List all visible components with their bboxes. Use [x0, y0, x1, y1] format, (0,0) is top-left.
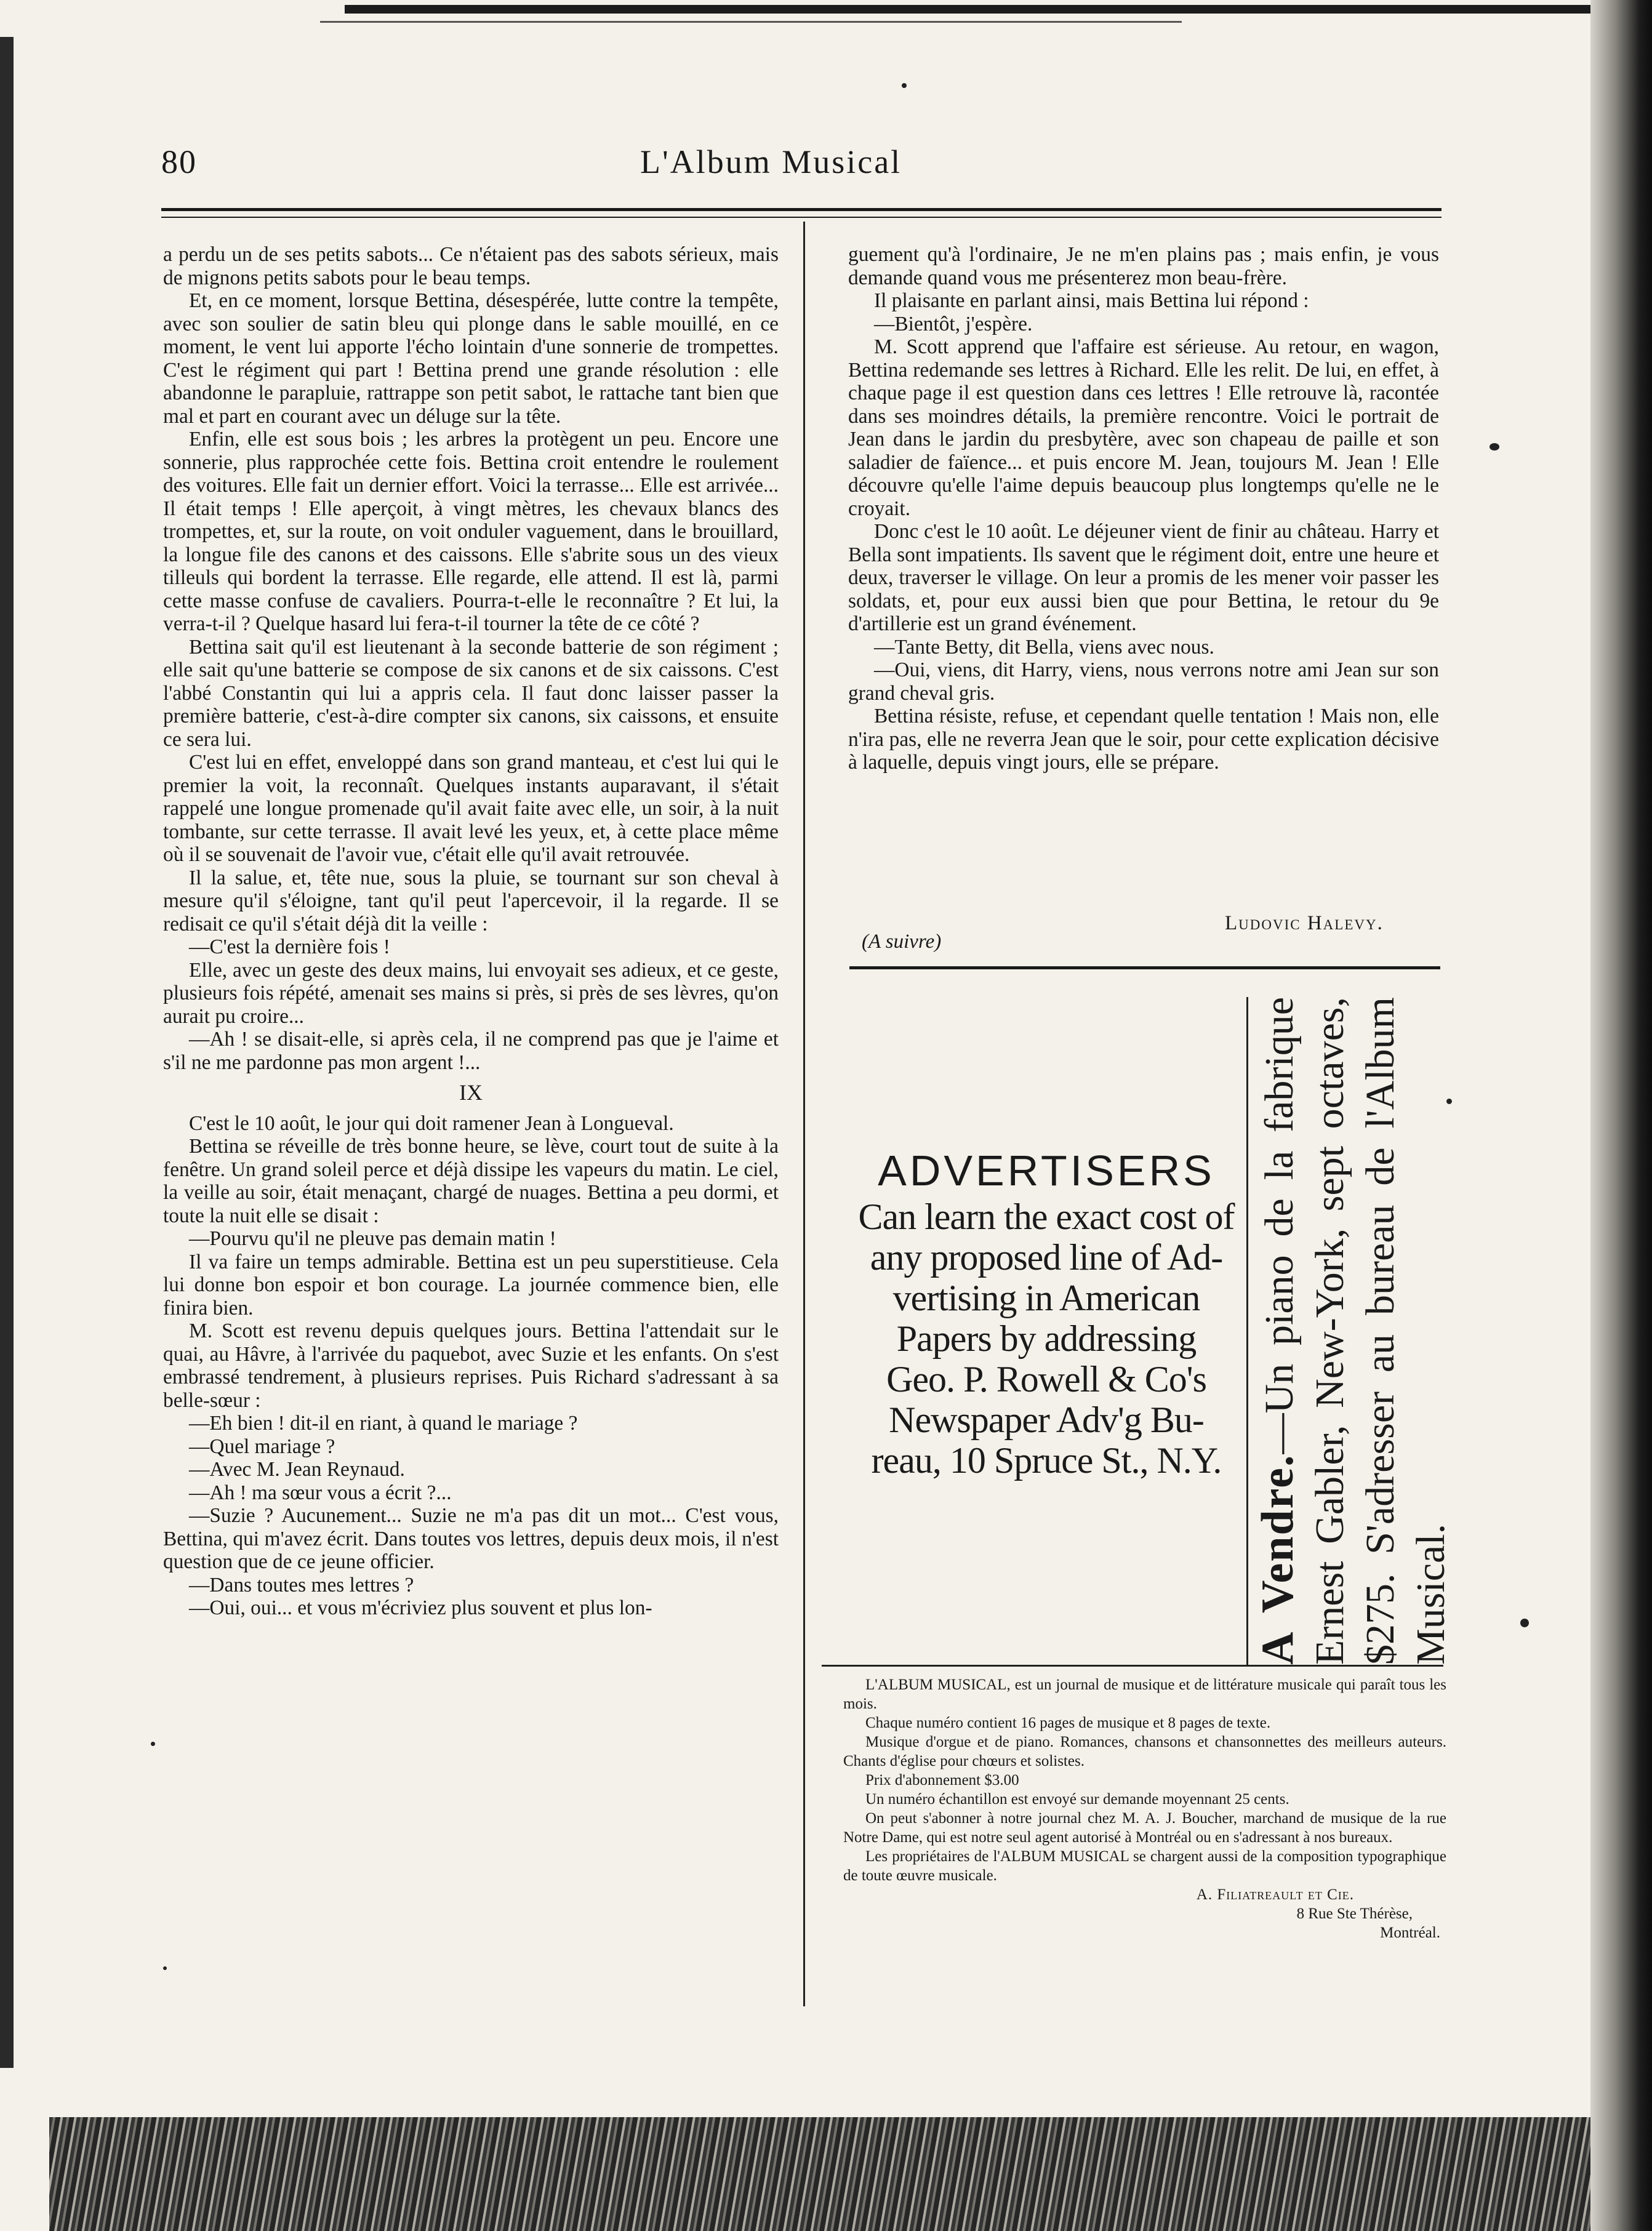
publisher-name: A. Filiatreault et Cie. — [1196, 1886, 1354, 1903]
scan-border-bottom — [49, 2117, 1590, 2231]
scan-border-right — [1590, 0, 1652, 2231]
sale-notice-text — [1253, 997, 1456, 1665]
paragraph: C'est le 10 août, le jour qui doit ramener Jean à Longueval. — [189, 1111, 674, 1135]
page-number: 80 — [161, 143, 197, 180]
paragraph: Et, en ce moment, lorsque Bettina, désespérée, lutte contre la tempête, avec son soulier de satin bleu qui plonge dans le sable mouillé, en ce moment, le vent lui apporte l'écho lointain d'une sonnerie de trompettes. C'est le régiment qui part ! Bettina prend une grande résolution : elle abandonne le parapluie, rattrappe son petit sabot, le rattache tant bien que mal et part en courant avec un déluge sur la tête. — [163, 289, 779, 428]
ad-line: any proposed line of Ad- — [870, 1237, 1223, 1278]
ad-line: Geo. P. Rowell & Co's — [886, 1359, 1206, 1400]
publisher-city: Montréal. — [1380, 1925, 1440, 1941]
publisher-line: Les propriétaires de l'ALBUM MUSICAL se chargent aussi de la composition typographique de toute œuvre musicale. — [843, 1848, 1446, 1884]
ad-line: Papers by addressing — [896, 1318, 1197, 1359]
publisher-line: Un numéro échantillon est envoyé sur demande moyennant 25 cents. — [865, 1791, 1289, 1808]
ink-speck — [163, 1966, 167, 1970]
ink-speck — [151, 1742, 155, 1746]
paragraph: —Quel mariage ? — [189, 1435, 335, 1458]
paragraph: Il plaisante en parlant ainsi, mais Bettina lui répond : — [874, 289, 1309, 312]
header-rule-thin — [161, 217, 1441, 218]
paragraph: M. Scott apprend que l'affaire est sérieuse. Au retour, en wagon, Bettina redemande ses lettres à Richard. Elle les relit. De lui, en effet, à chaque page il est question dans ces lettres ! Elle retrouve là, racontée dans ses moindres détails, la première rencontre. Voici le portrait de Jean dans le jardin du presbytère, avec son chapeau de paille et son saladier de faïence... et puis encore M. Jean, toujours M. Jean ! Elle découvre qu'elle l'aime depuis beaucoup plus longtemps qu'elle ne le croyait. — [848, 335, 1439, 520]
paragraph: —Avec M. Jean Reynaud. — [189, 1458, 405, 1481]
ad-divider — [1246, 997, 1248, 1665]
publisher-line: Chaque numéro contient 16 pages de musique et 8 pages de texte. — [865, 1715, 1271, 1731]
paragraph: —Ah ! se disait-elle, si après cela, il ne comprend pas que je l'aime et s'il ne me pardonne pas mon argent !... — [163, 1028, 779, 1074]
paragraph: —Eh bien ! dit-il en riant, à quand le mariage ? — [189, 1412, 578, 1435]
publisher-rule — [822, 1665, 1443, 1667]
header-rule — [161, 208, 1441, 211]
sale-notice-lead: A Vendre. — [1253, 1454, 1303, 1665]
publisher-line: Prix d'abonnement $3.00 — [865, 1772, 1019, 1788]
paragraph: —Bientôt, j'espère. — [874, 312, 1033, 335]
paragraph: —Suzie ? Aucunement... Suzie ne m'a pas dit un mot... C'est vous, Bettina, qui m'avez écrit. Dans toutes vos lettres, depuis deux mois, il n'est question que de ce jeune officier. — [163, 1504, 779, 1573]
section-rule — [849, 966, 1440, 969]
publisher-line: On peut s'abonner à notre journal chez M. A. J. Boucher, marchand de musique de la rue Notre Dame, qui est notre seul agent autorisé à Montréal ou en s'adressant à nos bureaux. — [843, 1810, 1446, 1846]
paragraph: —Tante Betty, dit Bella, viens avec nous. — [874, 635, 1214, 659]
advertisement — [849, 1145, 1243, 1489]
paragraph: Il va faire un temps admirable. Bettina est un peu superstitieuse. Cela lui donne bon espoir et bon courage. La journée commence bien, elle finira bien. — [163, 1250, 779, 1320]
scan-border-top — [345, 5, 1652, 14]
paragraph: M. Scott est revenu depuis quelques jours. Bettina l'attendait sur le quai, au Hâvre, à l'arrivée du paquebot, avec Suzie et les enfants. On s'est embrassé tendrement, à plusieurs reprises. Puis Richard s'adressant à sa belle-sœur : — [163, 1320, 779, 1412]
ink-speck — [1446, 1099, 1452, 1104]
paragraph: Bettina résiste, refuse, et cependant quelle tentation ! Mais non, elle n'ira pas, elle ne reverra Jean que le soir, pour cette explication décisive à laquelle, depuis vingt jours, elle se prépare. — [848, 705, 1439, 774]
ink-speck — [902, 83, 907, 88]
ad-line: Can learn the exact cost of — [858, 1196, 1235, 1237]
left-column — [163, 243, 779, 1620]
publisher-info — [843, 1675, 1446, 1942]
column-divider — [803, 222, 805, 2006]
paragraph: Enfin, elle est sous bois ; les arbres la protègent un peu. Encore une sonnerie, plus rapprochée cette fois. Bettina croit entendre le roulement des voitures. Elle fait un dernier effort. Voici la terrasse... Elle est arrivée... Il était temps ! Elle aperçoit, à vingt mètres, les chevaux blancs des trompettes, et, sur la route, on voit onduler vaguement, dans le brouillard, la longue file des canons et des caissons. Elle s'abrite sous un des vieux tilleuls qui bordent la terrasse. Elle regarde, elle attend. Il est là, parmi cette masse confuse de cavaliers. Pourra-t-elle le reconnaître ? Et lui, la verra-t-il ? Quelque hasard lui fera-t-il tourner la tête de ce côté ? — [163, 428, 779, 635]
paragraph: —C'est la dernière fois ! — [189, 935, 390, 958]
paragraph: —Oui, viens, dit Harry, viens, nous verrons notre ami Jean sur son grand cheval gris. — [848, 659, 1439, 705]
to-be-continued: (A suivre) — [862, 931, 942, 953]
sale-notice — [1253, 997, 1456, 1665]
right-column — [848, 243, 1439, 774]
paragraph: guement qu'à l'ordinaire, Je ne m'en plains pas ; mais enfin, je vous demande quand vous me présenterez mon beau-frère. — [848, 243, 1439, 289]
scan-line-top — [320, 21, 1182, 23]
publisher-address: 8 Rue Ste Thérèse, — [1296, 1905, 1413, 1922]
ad-line: vertising in American — [892, 1278, 1200, 1318]
ink-speck — [1490, 443, 1499, 451]
running-title: L'Album Musical — [640, 143, 902, 180]
scan-border-left — [0, 37, 14, 2068]
ink-speck — [1520, 1619, 1529, 1627]
paragraph: —Ah ! ma sœur vous a écrit ?... — [189, 1481, 452, 1504]
paragraph: Donc c'est le 10 août. Le déjeuner vient de finir au château. Harry et Bella sont impatients. Ils savent que le régiment doit, entre une heure et deux, traverser le village. On leur a promis de les mener voir passer les soldats, et, pour eux aussi bien que pour Bettina, le retour du 9e d'artillerie est un grand événement. — [848, 520, 1439, 635]
paragraph: a perdu un de ses petits sabots... Ce n'étaient pas des sabots sérieux, mais de mignons petits sabots pour le beau temps. — [163, 243, 779, 289]
paragraph: C'est lui en effet, enveloppé dans son grand manteau, et c'est lui qui le premier la voit, la reconnaît. Quelques instants auparavant, il s'était rappelé une longue promenade qu'il avait faite avec elle, un soir, à la nuit tombante, sur cette terrasse. Il avait levé les yeux, et, à cette place même où il se souvenait de l'avoir vue, c'était elle qu'il avait retrouvée. — [163, 751, 779, 866]
ad-line: Newspaper Adv'g Bu- — [889, 1400, 1204, 1440]
paragraph: Elle, avec un geste des deux mains, lui envoyait ses adieux, et ce geste, plusieurs fois répété, amenait ses mains si près, si près de ses lèvres, qu'on aurait pu croire... — [163, 958, 779, 1028]
publisher-line: L'ALBUM MUSICAL, est un journal de musique et de littérature musicale qui paraît tous les mois. — [843, 1676, 1446, 1712]
sale-notice-body: —Un piano de la fabrique Ernest Gabler, New-York, sept octaves, $275. S'adresser au bureau de l'Album Musical. — [1257, 997, 1453, 1665]
paragraph: —Oui, oui... et vous m'écriviez plus souvent et plus lon- — [189, 1596, 652, 1619]
ad-line: reau, 10 Spruce St., N.Y. — [871, 1440, 1222, 1481]
paragraph: Bettina sait qu'il est lieutenant à la seconde batterie de son régiment ; elle sait qu'une batterie se compose de six canons et de six caissons. C'est l'abbé Constantin qui lui a appris cela. Il faut donc laisser passer la première batterie, c'est-à-dire compter six canons, six caissons, et ensuite ce sera lui. — [163, 635, 779, 751]
paragraph: Bettina se réveille de très bonne heure, se lève, court tout de suite à la fenêtre. Un grand soleil perce et déjà dissipe les vapeurs du matin. Le ciel, la veille au soir, était menaçant, chargé de nuages. Bettina a peu dormi, et toute la nuit elle se disait : — [163, 1135, 779, 1227]
chapter-heading: IX — [459, 1080, 483, 1105]
paragraph: —Dans toutes mes lettres ? — [189, 1573, 414, 1596]
paragraph: —Pourvu qu'il ne pleuve pas demain matin ! — [189, 1227, 556, 1250]
publisher-line: Musique d'orgue et de piano. Romances, chansons et chansonnettes des meilleurs auteurs. Chants d'église pour chœurs et solistes. — [843, 1734, 1446, 1769]
paragraph: Il la salue, et, tête nue, sous la pluie, se tournant sur son cheval à mesure qu'il s'éloigne, tant qu'il peut l'apercevoir, il la regarde. Il se redisait ce qu'il s'était déjà dit la veille : — [163, 866, 779, 935]
author-signature: Ludovic Halevy. — [1225, 912, 1384, 934]
ad-title: ADVERTISERS — [878, 1147, 1215, 1195]
